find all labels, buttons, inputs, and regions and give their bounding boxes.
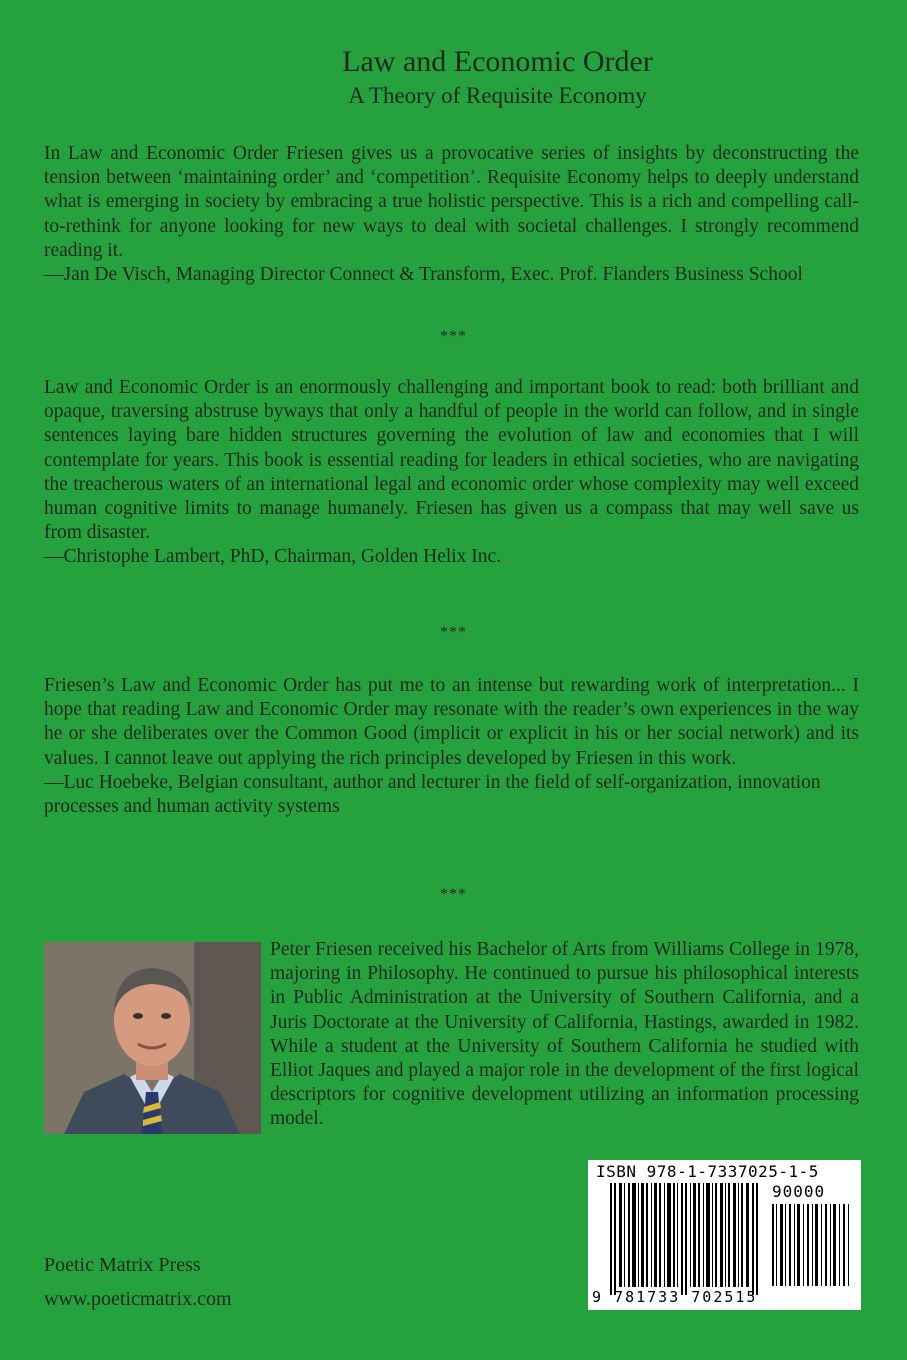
ean-barcode-icon xyxy=(610,1183,760,1295)
publisher-name: Poetic Matrix Press xyxy=(44,1254,201,1276)
review-2-text: Law and Economic Order is an enormously challenging and important book to read: both brilliant and opaque, traversing abstruse byways that only a handful of people in the world can follow, and in single sentences laying bare hidden structures governing the evolution of law and economies that I will contemplate for years. This book is essential reading for leaders in ethical societies, who are navigating the treacherous waters of an international legal and economic order whose complexity may well exceed human cognitive limits to manage humanely. Friesen has given us a compass that may well save us from disaster. xyxy=(44,377,859,544)
author-bio: Peter Friesen received his Bachelor of Arts from Williams College in 1978, majoring in Philosophy. He continued to pursue his philosophical interests in Public Administration at the University of Southern California, and a Juris Doctorate at the University of California, Hastings, awarded in 1982. While a student at the University of Southern California he studied with Elliot Jaques and played a major role in the development of the first logical descriptors for cognitive development utilizing an information processing model. xyxy=(270,939,859,1130)
publisher-block xyxy=(44,1248,232,1316)
review-3-text: Friesen’s Law and Economic Order has put me to an intense but rewarding work of interpretation... I hope that reading Law and Economic Order may resonate with the reader’s own experiences in the way he or she deliberates over the Common Good (implicit or explicit in his or her social network) and its values. I cannot leave out applying the rich principles developed by Friesen in this work. xyxy=(44,675,859,769)
separator-1: *** xyxy=(440,328,467,345)
barcode-digits: 9 781733 702515 xyxy=(592,1288,758,1306)
review-3 xyxy=(44,674,859,819)
publisher-url[interactable]: www.poeticmatrix.com xyxy=(44,1288,232,1310)
review-1-text: In Law and Economic Order Friesen gives us a provocative series of insights by deconstructing the tension between ‘maintaining order’ and ‘competition’. Requisite Economy helps to deeply understand what is emerging in society by embracing a true holistic perspective. This is a rich and compelling call-to-rethink for anyone looking for new ways to deal with societal challenges. I strongly recommend reading it. xyxy=(44,143,859,261)
author-portrait-icon xyxy=(44,942,261,1134)
isbn-barcode xyxy=(588,1160,861,1310)
review-3-attribution: —Luc Hoebeke, Belgian consultant, author and lecturer in the field of self-organization, innovation processes and human activity systems xyxy=(44,771,821,818)
isbn-label: ISBN 978-1-7337025-1-5 xyxy=(596,1162,819,1181)
review-2-attribution: —Christophe Lambert, PhD, Chairman, Golden Helix Inc. xyxy=(44,546,502,568)
book-title: Law and Economic Order xyxy=(342,45,653,78)
review-2 xyxy=(44,376,859,570)
author-photo xyxy=(44,942,261,1134)
price-barcode-icon xyxy=(772,1204,854,1286)
separator-3: *** xyxy=(440,886,467,903)
review-1-attribution: —Jan De Visch, Managing Director Connect & Transform, Exec. Prof. Flanders Business School xyxy=(44,264,803,286)
book-subtitle: A Theory of Requisite Economy xyxy=(348,83,647,108)
separator-2: *** xyxy=(440,624,467,641)
review-1 xyxy=(44,142,859,287)
title-block xyxy=(0,44,907,110)
price-code: 90000 xyxy=(772,1182,826,1201)
